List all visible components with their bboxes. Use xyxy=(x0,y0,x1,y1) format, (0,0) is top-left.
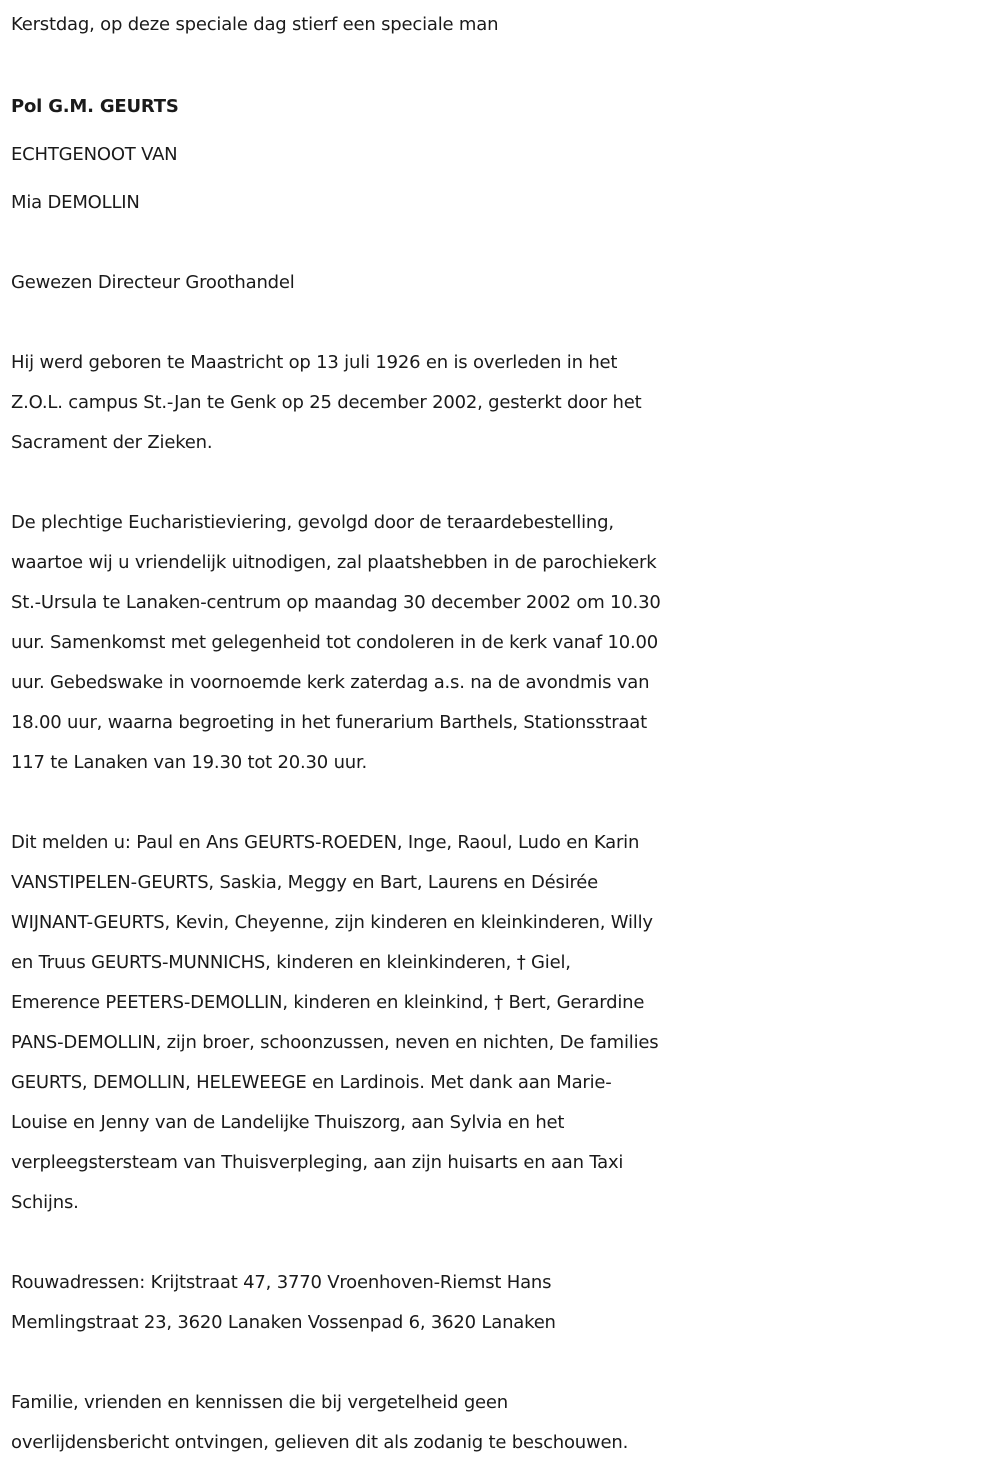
family-paragraph xyxy=(11,823,996,1223)
birth-death-paragraph xyxy=(11,343,996,463)
family-line: en Truus GEURTS-MUNNICHS, kinderen en kleinkinderen, † Giel, xyxy=(11,952,571,973)
closing-line: overlijdensbericht ontvingen, gelieven dit als zodanig te beschouwen. xyxy=(11,1432,629,1453)
family-line: GEURTS, DEMOLLIN, HELEWEEGE en Lardinois. Met dank aan Marie- xyxy=(11,1072,612,1093)
intro-line: Kerstdag, op deze speciale dag stierf een speciale man xyxy=(11,14,499,35)
family-line: WIJNANT-GEURTS, Kevin, Cheyenne, zijn kinderen en kleinkinderen, Willy xyxy=(11,912,653,933)
address-line: Rouwadressen: Krijtstraat 47, 3770 Vroenhoven-Riemst Hans xyxy=(11,1272,552,1293)
obituary-document xyxy=(11,0,996,1463)
ceremony-line: waartoe wij u vriendelijk uitnodigen, zal plaatshebben in de parochiekerk xyxy=(11,552,657,573)
birth-death-line: Z.O.L. campus St.-Jan te Genk op 25 december 2002, gesterkt door het xyxy=(11,392,642,413)
occupation-line: Gewezen Directeur Groothandel xyxy=(11,272,295,293)
ceremony-line: uur. Samenkomst met gelegenheid tot condoleren in de kerk vanaf 10.00 xyxy=(11,632,659,653)
family-line: verpleegstersteam van Thuisverpleging, aan zijn huisarts en aan Taxi xyxy=(11,1152,624,1173)
ceremony-line: St.-Ursula te Lanaken-centrum op maandag 30 december 2002 om 10.30 xyxy=(11,592,661,613)
addresses-paragraph xyxy=(11,1263,996,1343)
family-line: Schijns. xyxy=(11,1192,79,1213)
ceremony-paragraph xyxy=(11,503,996,783)
closing-line: Familie, vrienden en kennissen die bij vergetelheid geen xyxy=(11,1392,509,1413)
ceremony-line: De plechtige Eucharistieviering, gevolgd door de teraardebestelling, xyxy=(11,512,614,533)
birth-death-line: Sacrament der Zieken. xyxy=(11,432,213,453)
ceremony-line: 117 te Lanaken van 19.30 tot 20.30 uur. xyxy=(11,752,368,773)
ceremony-line: uur. Gebedswake in voornoemde kerk zaterdag a.s. na de avondmis van xyxy=(11,672,650,693)
deceased-name: Pol G.M. GEURTS xyxy=(11,96,179,117)
relation-label: ECHTGENOOT VAN xyxy=(11,144,178,165)
family-line: PANS-DEMOLLIN, zijn broer, schoonzussen, neven en nichten, De families xyxy=(11,1032,659,1053)
family-line: Louise en Jenny van de Landelijke Thuiszorg, aan Sylvia en het xyxy=(11,1112,565,1133)
family-line: Dit melden u: Paul en Ans GEURTS-ROEDEN, Inge, Raoul, Ludo en Karin xyxy=(11,832,640,853)
family-line: Emerence PEETERS-DEMOLLIN, kinderen en kleinkind, † Bert, Gerardine xyxy=(11,992,645,1013)
ceremony-line: 18.00 uur, waarna begroeting in het funerarium Barthels, Stationsstraat xyxy=(11,712,647,733)
closing-paragraph xyxy=(11,1383,996,1463)
birth-death-line: Hij werd geboren te Maastricht op 13 juli 1926 en is overleden in het xyxy=(11,352,618,373)
address-line: Memlingstraat 23, 3620 Lanaken Vossenpad 6, 3620 Lanaken xyxy=(11,1312,556,1333)
family-line: VANSTIPELEN-GEURTS, Saskia, Meggy en Bart, Laurens en Désirée xyxy=(11,872,599,893)
spouse-name: Mia DEMOLLIN xyxy=(11,192,140,213)
